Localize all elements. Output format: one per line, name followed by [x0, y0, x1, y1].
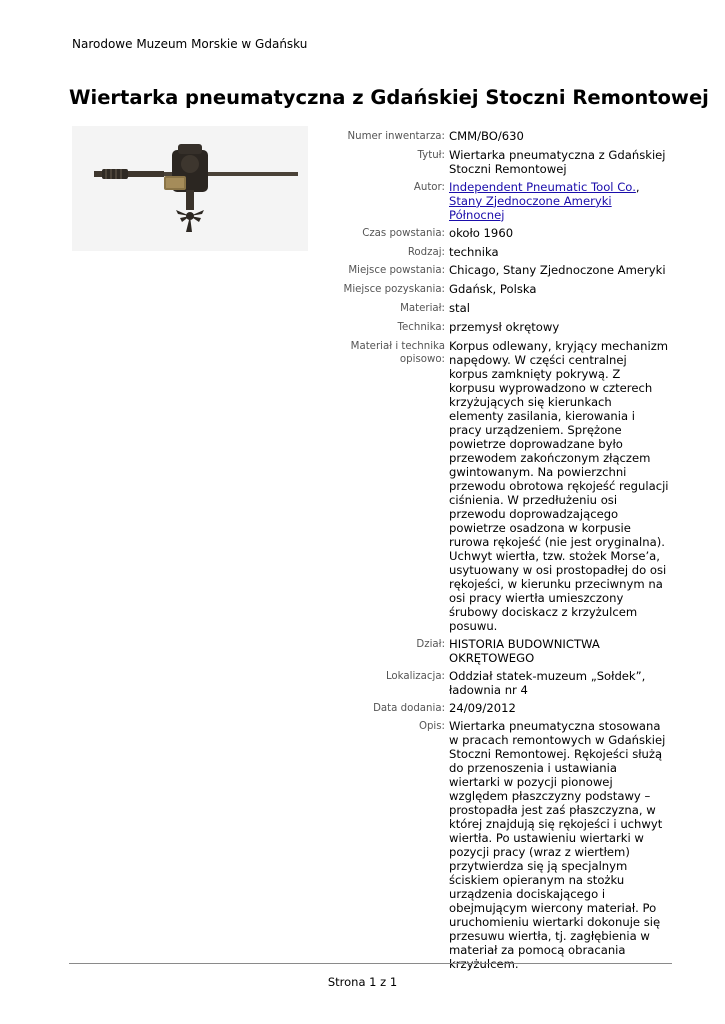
field-value: Korpus odlewany, kryjący mechanizm napędowy. W części centralnej korpus zamknięty pokrywą. Z korpusu wyprowadzono w czterech krzyżujących się kierunkach elementy zasilania, kierowania i pracy urządzeniem. Sprężone powietrze doprowadzane było przewodem zakończonym złączem gwintowanym. Na powierzchni przewodu obrotowa rękojeść regulacji ciśnienia. W przedłużeniu osi przewodu doprowadzającego powietrze osadzona w korpusie rurowa rękojeść (nie jest oryginalna). Uchwyt wiertła, tzw. stożek Morse’a, usytuowany w osi prostopadłej do osi rękojeści, w kierunku przeciwnym na osi pracy wiertła umieszczony śrubowy dociskacz z krzyżulcem posuwu. — [449, 338, 669, 633]
field-description — [330, 719, 670, 971]
country-link[interactable]: Stany Zjednoczone Ameryki Północnej — [449, 193, 612, 222]
field-label: Dział: — [416, 638, 445, 650]
field-label: Opis: — [418, 721, 445, 733]
field-label: Materiał: — [400, 302, 445, 314]
field-value: Chicago, Stany Zjednoczone Ameryki — [449, 263, 666, 278]
field-date-added — [330, 701, 670, 716]
field-location — [330, 669, 670, 697]
author-link[interactable]: Independent Pneumatic Tool Co. — [449, 179, 636, 194]
field-place-created — [330, 263, 670, 278]
field-label: Technika: — [397, 321, 445, 333]
field-technique — [330, 320, 670, 335]
field-value — [449, 180, 669, 222]
footer-divider — [69, 963, 672, 964]
field-kind — [330, 245, 670, 260]
museum-name: Narodowe Muzeum Morskie w Gdańsku — [72, 37, 308, 51]
field-label: Materiał i technika opisowo: — [350, 340, 445, 366]
field-label: Data dodania: — [373, 702, 445, 714]
author-separator: , — [635, 179, 640, 194]
field-author — [330, 180, 670, 222]
field-value: około 1960 — [449, 225, 514, 240]
field-label: Autor: — [413, 181, 445, 193]
field-label: Tytuł: — [417, 149, 445, 161]
field-created — [330, 226, 670, 241]
field-value: technika — [449, 244, 499, 259]
field-value: 24/09/2012 — [449, 700, 516, 715]
field-label: Czas powstania: — [362, 227, 445, 239]
field-value: Oddział statek-muzeum „Sołdek”, ładownia nr 4 — [449, 668, 646, 697]
field-value: Gdańsk, Polska — [449, 282, 537, 297]
field-value: Wiertarka pneumatyczna z Gdańskiej Stoczni Remontowej — [449, 147, 666, 176]
object-photo — [72, 126, 308, 251]
page-number: Strona 1 z 1 — [327, 975, 398, 989]
field-title — [330, 148, 670, 176]
field-department — [330, 637, 670, 665]
field-material-desc — [330, 339, 670, 633]
field-place-acquired — [330, 282, 670, 297]
metadata-table — [330, 129, 670, 975]
field-inventory — [330, 129, 670, 144]
page-title: Wiertarka pneumatyczna z Gdańskiej Stoczni Remontowej — [69, 86, 709, 109]
field-value: przemysł okrętowy — [449, 319, 560, 334]
field-label: Numer inwentarza: — [347, 131, 445, 142]
field-value: stal — [449, 300, 470, 315]
field-label: Lokalizacja: — [385, 670, 445, 682]
field-value: HISTORIA BUDOWNICTWA OKRĘTOWEGO — [449, 636, 600, 665]
drill-image — [72, 126, 308, 251]
field-label: Rodzaj: — [407, 246, 445, 258]
field-label: Miejsce pozyskania: — [343, 284, 445, 296]
field-label: Miejsce powstania: — [348, 265, 445, 277]
field-material — [330, 301, 670, 316]
field-value: CMM/BO/630 — [449, 129, 524, 143]
field-value: Wiertarka pneumatyczna stosowana w pracach remontowych w Gdańskiej Stoczni Remontowej. Rękojeści służą do przenoszenia i ustawiania wiertarki w pozycji pionowej względem płaszczyzny podstawy – prostopadła jest zaś płaszczyzna, w której znajdują się rękojeści i uchwyt wiertła. Po ustawieniu wiertarki w pozycji pracy (wraz z wiertłem) przytwierdza się ją specjalnym ściskiem opieranym na stożku urządzenia dociskającego i obejmującym wiercony materiał. Po uruchomieniu wiertarki dokonuje się przesuwu wiertła, tj. zagłębienia w materiał za pomocą obracania krzyżulcem. — [449, 719, 666, 972]
